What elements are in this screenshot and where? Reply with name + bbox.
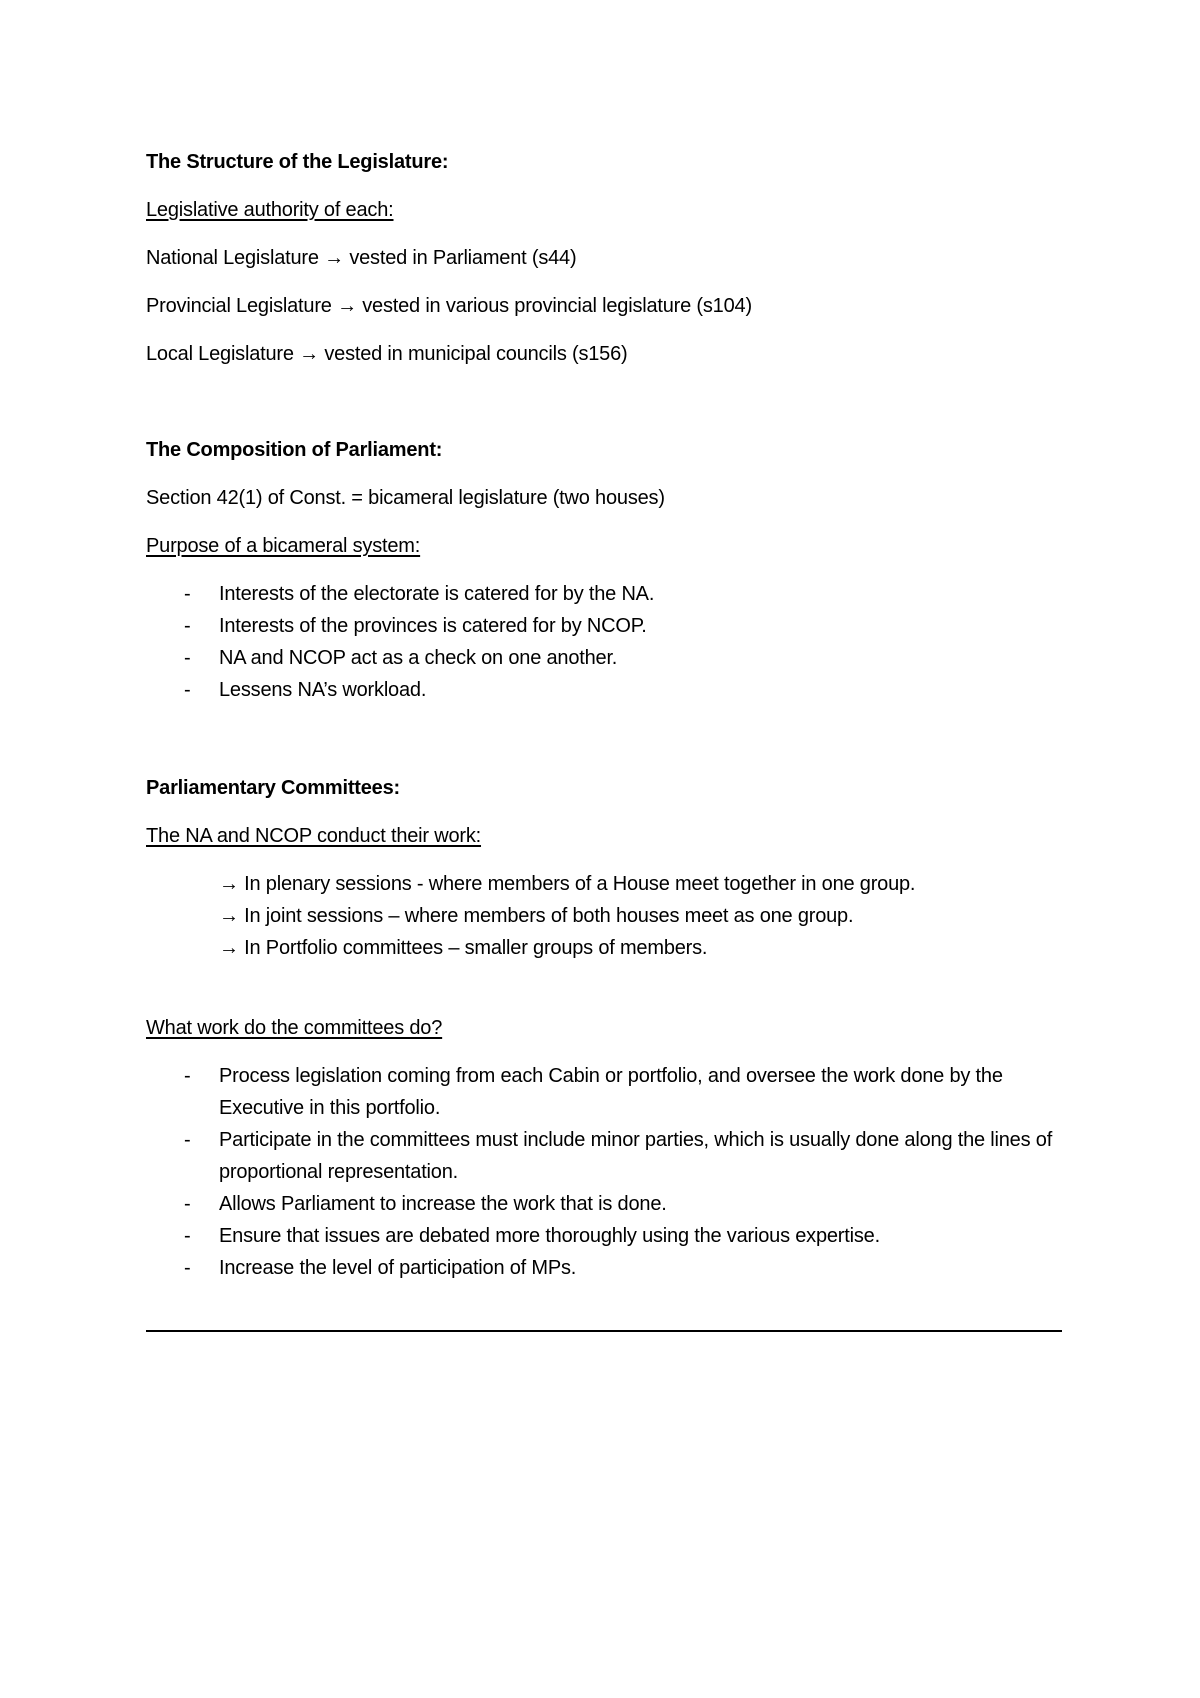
authority-label: Provincial Legislature <box>146 295 332 317</box>
subheading-committee-work: What work do the committees do? <box>146 1017 443 1039</box>
authority-label: National Legislature <box>146 247 319 269</box>
list-item-text: In plenary sessions - where members of a House meet together in one group. <box>244 873 916 895</box>
right-arrow-icon: → <box>219 937 239 959</box>
subheading-purpose-bicameral: Purpose of a bicameral system: <box>146 535 421 557</box>
list-item: Allows Parliament to increase the work that is done. <box>219 1193 667 1215</box>
document-page <box>146 0 1066 1698</box>
authority-line-provincial <box>146 294 752 318</box>
subheading-legislative-authority: Legislative authority of each: <box>146 199 394 221</box>
list-item: Process legislation coming from each Cabin or portfolio, and oversee the work done by the Executive in this portfolio. <box>219 1065 1003 1119</box>
authority-line-national <box>146 246 576 270</box>
bullet-marker: - <box>184 647 191 669</box>
bullet-marker: - <box>184 679 191 701</box>
heading-parliamentary-committees: Parliamentary Committees: <box>146 777 400 799</box>
list-item <box>219 936 707 960</box>
bullet-marker: - <box>184 1065 191 1087</box>
list-item: Interests of the provinces is catered for by NCOP. <box>219 615 647 637</box>
authority-text: vested in Parliament (s44) <box>349 247 577 269</box>
right-arrow-icon: → <box>324 247 344 269</box>
subheading-na-ncop-work: The NA and NCOP conduct their work: <box>146 825 482 847</box>
authority-label: Local Legislature <box>146 343 294 365</box>
list-item <box>219 872 915 896</box>
list-item-text: In joint sessions – where members of both houses meet as one group. <box>244 905 854 927</box>
list-item: Participate in the committees must include minor parties, which is usually done along the lines of proportional representation. <box>219 1129 1053 1183</box>
heading-composition-of-parliament: The Composition of Parliament: <box>146 439 443 461</box>
right-arrow-icon: → <box>337 295 357 317</box>
list-item: Interests of the electorate is catered for by the NA. <box>219 583 655 605</box>
bullet-marker: - <box>184 1129 191 1151</box>
authority-text: vested in various provincial legislature (s104) <box>362 295 752 317</box>
bullet-marker: - <box>184 1225 191 1247</box>
right-arrow-icon: → <box>299 343 319 365</box>
bullet-marker: - <box>184 1257 191 1279</box>
authority-text: vested in municipal councils (s156) <box>324 343 628 365</box>
bullet-marker: - <box>184 583 191 605</box>
bullet-marker: - <box>184 1193 191 1215</box>
heading-structure-of-legislature: The Structure of the Legislature: <box>146 151 449 173</box>
list-item <box>219 904 853 928</box>
list-item-text: In Portfolio committees – smaller groups of members. <box>244 937 708 959</box>
list-item: Lessens NA’s workload. <box>219 679 427 701</box>
list-item: NA and NCOP act as a check on one another. <box>219 647 618 669</box>
list-item: Increase the level of participation of MPs. <box>219 1257 577 1279</box>
authority-line-local <box>146 342 628 366</box>
right-arrow-icon: → <box>219 873 239 895</box>
section-42-line: Section 42(1) of Const. = bicameral legislature (two houses) <box>146 487 665 509</box>
right-arrow-icon: → <box>219 905 239 927</box>
bullet-marker: - <box>184 615 191 637</box>
horizontal-rule <box>146 1330 1062 1332</box>
list-item: Ensure that issues are debated more thoroughly using the various expertise. <box>219 1225 880 1247</box>
